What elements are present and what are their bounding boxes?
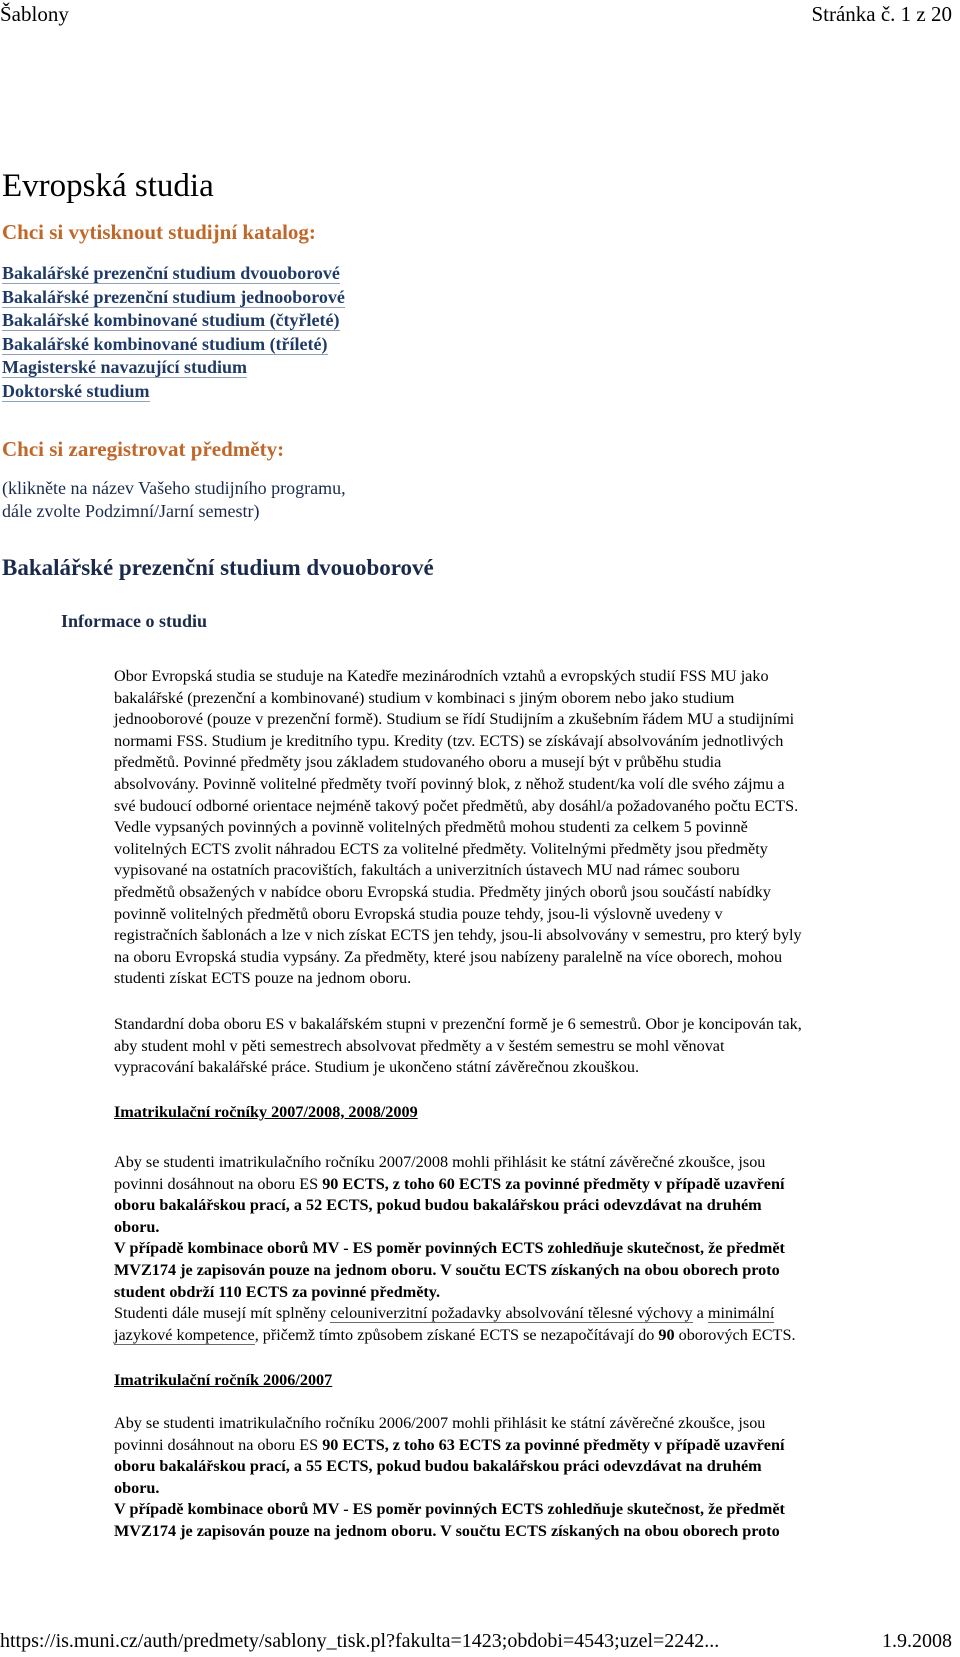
catalog-link-bc-komb-ctyrlete[interactable]: Bakalářské kombinované studium (čtyřleté)	[2, 310, 340, 330]
cohort-2007-paragraph: Aby se studenti imatrikulačního ročníku 2007/2008 mohli přihlásit ke státní závěrečné zkoušce, jsou povinni dosáhnout na oboru ES 90 ECTS, z toho 60 ECTS za povinné předměty v případě uzavření oboru bakalářskou prací, a 52 ECTS, pokud budou bakalářskou práci odevzdávat na druhém oboru. V případě kombinace oborů MV - ES poměr povinných ECTS zohledňuje skutečnost, že předmět MVZ174 je zapisován pouze na jednom oboru. V součtu ECTS získaných na obou oborech proto student obdrží 110 ECTS za povinné předměty. Studenti dále musejí mít splněny celouniverzitní požadavky absolvování tělesné výchovy a minimální jazykové kompetence, přičemž tímto způsobem získané ECTS se nezapočítávají do 90 oborových ECTS.	[114, 1153, 796, 1344]
catalog-link-bc-komb-trilete[interactable]: Bakalářské kombinované studium (tříleté)	[2, 333, 328, 354]
footer-url: https://is.muni.cz/auth/predmety/sablony_tisk.pl?fakulta=1423;obdobi=4543;uzel=2242...	[0, 1630, 720, 1652]
page-number: Stránka č. 1 z 20	[811, 2, 952, 26]
page-title: Evropská studia	[2, 168, 214, 204]
catalog-link-bc-prez-dvouoborove[interactable]: Bakalářské prezenční studium dvouoborové	[2, 263, 340, 283]
program-heading: Bakalářské prezenční studium dvouoborové	[2, 555, 434, 580]
language-competence-link-cont[interactable]: jazykové kompetence	[114, 1325, 255, 1344]
page-header-title: Šablony	[0, 2, 69, 26]
catalog-link-list	[2, 262, 345, 403]
catalog-link-bc-prez-jednooborove[interactable]: Bakalářské prezenční studium jednooborové	[2, 286, 345, 307]
catalog-link-magisterske[interactable]: Magisterské navazující studium	[2, 357, 247, 377]
catalog-link-doktorske[interactable]: Doktorské studium	[2, 380, 150, 401]
print-catalog-heading: Chci si vytisknout studijní katalog:	[2, 220, 316, 244]
footer-date: 1.9.2008	[882, 1630, 952, 1652]
cohort-2006-heading: Imatrikulační ročník 2006/2007	[114, 1371, 333, 1389]
study-info-paragraph: Obor Evropská studia se studuje na Katedře mezinárodních vztahů a evropských studií FSS MU jako bakalářské (prezenční a kombinované) studium v kombinaci s jiným oborem nebo jako studium jednooborové (pouze v prezenční formě). Studium se řídí Studijním a zkušebním řádem MU a studijními normami FSS. Studium je kreditního typu. Kredity (tzv. ECTS) se získávají absolvováním jednotlivých předmětů. Povinné předměty jsou základem studovaného oboru a musejí být v průběhu studia absolvovány. Povinně volitelné předměty tvoří povinný blok, z něhož student/ka volí dle svého zájmu a své budoucí odborné orientace nejméně takový počet předmětů, aby dosáhl/a požadovaného počtu ECTS. Vedle vypsaných povinných a povinně volitelných předmětů mohou studenti za celkem 5 povinně volitelných ECTS zvolit náhradou ECTS za volitelné předměty. Volitelnými předměty jsou předměty vypisované na ostatních pracovištích, fakultách a univerzitních ústavech MU nad rámec souboru předmětů obsažených v nabídce oboru Evropská studia. Předměty jiných oborů jsou součástí nabídky povinně volitelných předmětů oboru Evropská studia pouze tehdy, jsou-li výslovně uvedeny v registračních šablonách a lze v nich získat ECTS jen tehdy, jsou-li absolvovány v semestru, pro který byly na oboru Evropská studia vypsány. Za předměty, které jsou nabízeny paralelně na více oborech, mohou studenti získat ECTS pouze na jednom oboru.	[114, 667, 802, 988]
register-subjects-heading: Chci si zaregistrovat předměty:	[2, 437, 285, 461]
cohort-2006-paragraph: Aby se studenti imatrikulačního ročníku 2006/2007 mohli přihlásit ke státní závěrečné zkoušce, jsou povinni dosáhnout na oboru ES 90 ECTS, z toho 63 ECTS za povinné předměty v případě uzavření oboru bakalářskou prací, a 55 ECTS, pokud budou bakalářskou práci odevzdávat na druhém oboru. V případě kombinace oborů MV - ES poměr povinných ECTS zohledňuje skutečnost, že předmět MVZ174 je zapisován pouze na jednom oboru. V součtu ECTS získaných na obou oborech proto	[114, 1414, 785, 1540]
cohort-2007-heading: Imatrikulační ročníky 2007/2008, 2008/2009	[114, 1103, 418, 1121]
pe-requirements-link[interactable]: celouniverzitní požadavky absolvování tělesné výchovy	[330, 1304, 693, 1323]
study-info-heading: Informace o studiu	[61, 611, 208, 631]
register-note: (klikněte na název Vašeho studijního programu, dále zvolte Podzimní/Jarní semestr)	[2, 478, 346, 521]
study-duration-paragraph: Standardní doba oboru ES v bakalářském stupni v prezenční formě je 6 semestrů. Obor je koncipován tak, aby student mohl v pěti semestrech absolvovat předměty a v šestém semestru se mohl věnovat vypracování bakalářské práce. Studium je ukončeno státní závěrečnou zkouškou.	[114, 1015, 802, 1077]
language-competence-link[interactable]: minimální	[707, 1304, 775, 1323]
